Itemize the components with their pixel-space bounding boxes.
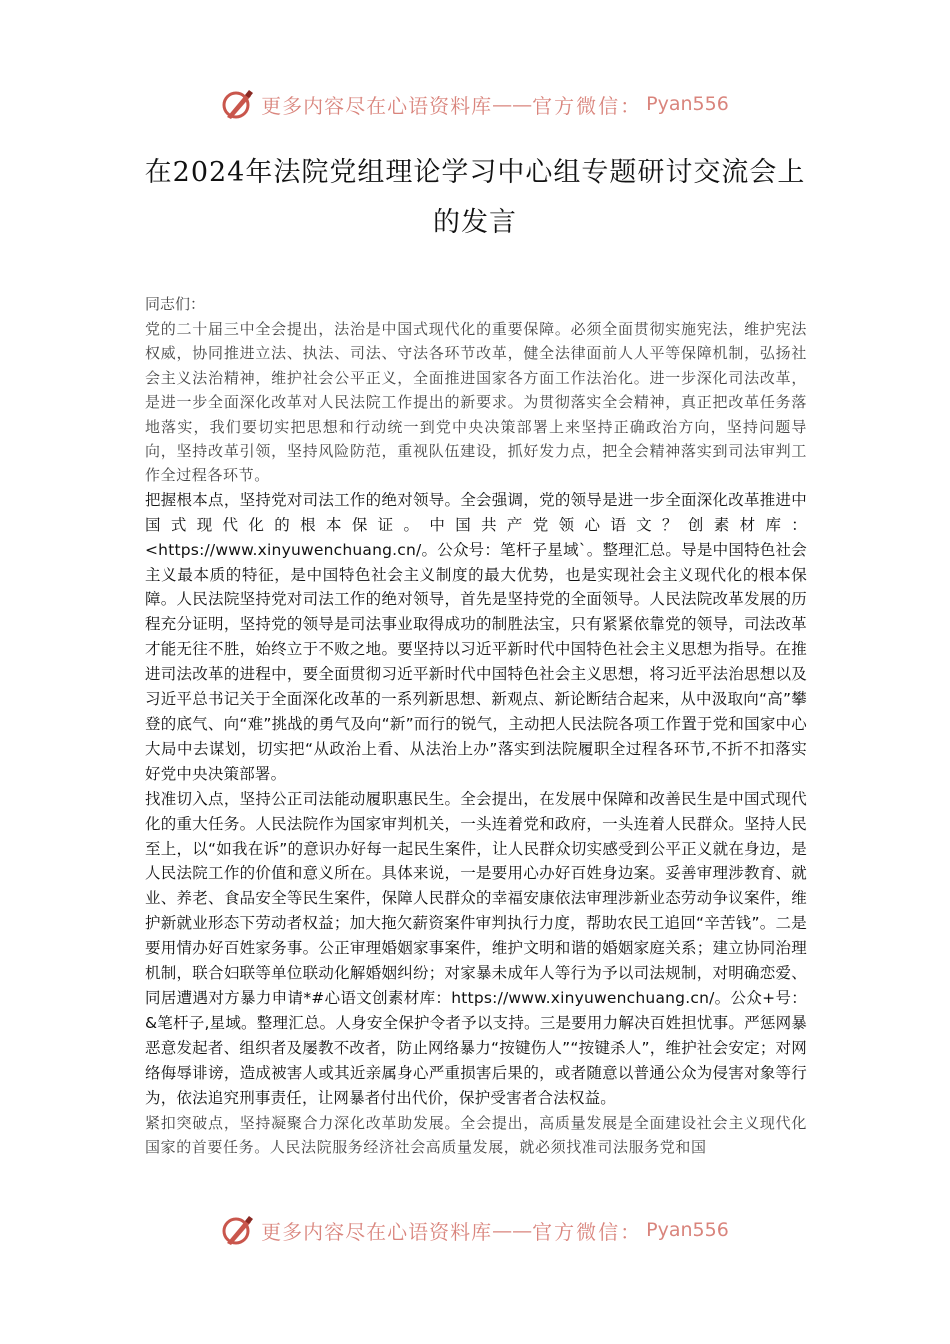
header-wechat-label: 官方微信： xyxy=(532,93,643,118)
footer-wechat-label: 官方微信： xyxy=(532,1219,643,1244)
pen-logo-icon xyxy=(221,1213,255,1247)
footer-site-text: 更多内容尽在心语资料库 xyxy=(261,1219,493,1244)
header-separator: —— xyxy=(492,92,533,116)
paragraph-intro: 党的二十届三中全会提出，法治是中国式现代化的重要保障。必须全面贯彻实施宪法，维护宪法权威，协同推进立法、执法、司法、守法各环节改革，健全法律面前人人平等保障机制，弘扬社会主义法治精神，维护社会公平正义，全面推进国家各方面工作法治化。进一步深化司法改革，是进一步全面深化改革对人民法院工作提出的新要求。为贯彻落实全会精神，真正把改革任务落地落实，我们要切实把思想和行动统一到党中央决策部署上来坚持正确政治方向，坚持问题导向，坚持改革引领，坚持风险防范，重视队伍建设，抓好发力点，把全会精神落实到司法审判工作全过程各环节。 xyxy=(145,320,807,485)
salutation: 同志们： xyxy=(145,295,206,313)
document-body xyxy=(145,292,807,1159)
header-site-text: 更多内容尽在心语资料库 xyxy=(261,93,493,118)
footer-watermark-banner xyxy=(0,1208,950,1252)
paragraph-reform: 紧扣突破点，坚持凝聚合力深化改革助发展。全会提出，高质量发展是全面建设社会主义现代化国家的首要任务。人民法院服务经济社会高质量发展，就必须找准司法服务党和国 xyxy=(145,1113,807,1156)
paragraph-leadership: 把握根本点，坚持党对司法工作的绝对领导。全会强调，党的领导是进一步全面深化改革推进中国式现代化的根本保证。中国共产党领心语文？创素材库：<https://www.xinyuwenchuang.cn/。公众号：笔杆子星域`。整理汇总。导是中国特色社会主义最本质的特征，是中国特色社会主义制度的最大优势，也是实现社会主义现代化的根本保障。人民法院坚持党对司法工作的绝对领导，首先是坚持党的全面领导。人民法院改革发展的历程充分证明，坚持党的领导是司法事业取得成功的制胜法宝，只有紧紧依靠党的领导，司法改革才能无往不胜，始终立于不败之地。要坚持以习近平新时代中国特色社会主义思想为指导。在推进司法改革的进程中，要全面贯彻习近平新时代中国特色社会主义思想，将习近平法治思想以及习近平总书记关于全面深化改革的一系列新思想、新观点、新论断结合起来，从中汲取向“高”攀登的底气、向“难”挑战的勇气及向“新”而行的锐气，主动把人民法院各项工作置于党和国家中心大局中去谋划，切实把“从政治上看、从法治上办”落实到法院履职全过程各环节,不折不扣落实好党中央决策部署。 xyxy=(145,490,807,783)
footer-wechat-id: Pyan556 xyxy=(646,1219,729,1241)
document-title: 在2024年法院党组理论学习中心组专题研讨交流会上的发言 xyxy=(144,157,806,238)
paragraph-livelihood: 找准切入点，坚持公正司法能动履职惠民生。全会提出，在发展中保障和改善民生是中国式现代化的重大任务。人民法院作为国家审判机关，一头连着党和政府，一头连着人民群众。坚持人民至上，以“如我在诉”的意识办好每一起民生案件，让人民群众切实感受到公平正义就在身边，是人民法院工作的价值和意义所在。具体来说，一是要用心办好百姓身边案。妥善审理涉教育、就业、养老、食品安全等民生案件，保障人民群众的幸福安康依法审理涉新业态劳动争议案件，维护新就业形态下劳动者权益；加大拖欠薪资案件审判执行力度，帮助农民工追回“辛苦钱”。二是要用情办好百姓家务事。公正审理婚姻家事案件，维护文明和谐的婚姻家庭关系；建立协同治理机制，联合妇联等单位联动化解婚姻纠纷；对家暴未成年人等行为予以司法规制，对明确恋爱、同居遭遇对方暴力申请*#心语文创素材库：https://www.xinyuwenchuang.cn/。公众+号：&笔杆子,星域。整理汇总。人身安全保护令者予以支持。三是要用力解决百姓担忧事。严惩网暴恶意发起者、组织者及屡教不改者，防止网络暴力“按键伤人”“按键杀人”，维护社会安定；对网络侮辱诽谤，造成被害人或其近亲属身心严重损害后果的，或者随意以普通公众为侵害对象等行为，依法追究刑事责任，让网暴者付出代价，保护受害者合法权益。 xyxy=(145,789,807,1107)
header-wechat-id: Pyan556 xyxy=(646,93,729,115)
header-watermark-banner xyxy=(0,82,950,126)
pen-logo-icon xyxy=(221,87,255,121)
footer-separator: —— xyxy=(492,1218,533,1242)
